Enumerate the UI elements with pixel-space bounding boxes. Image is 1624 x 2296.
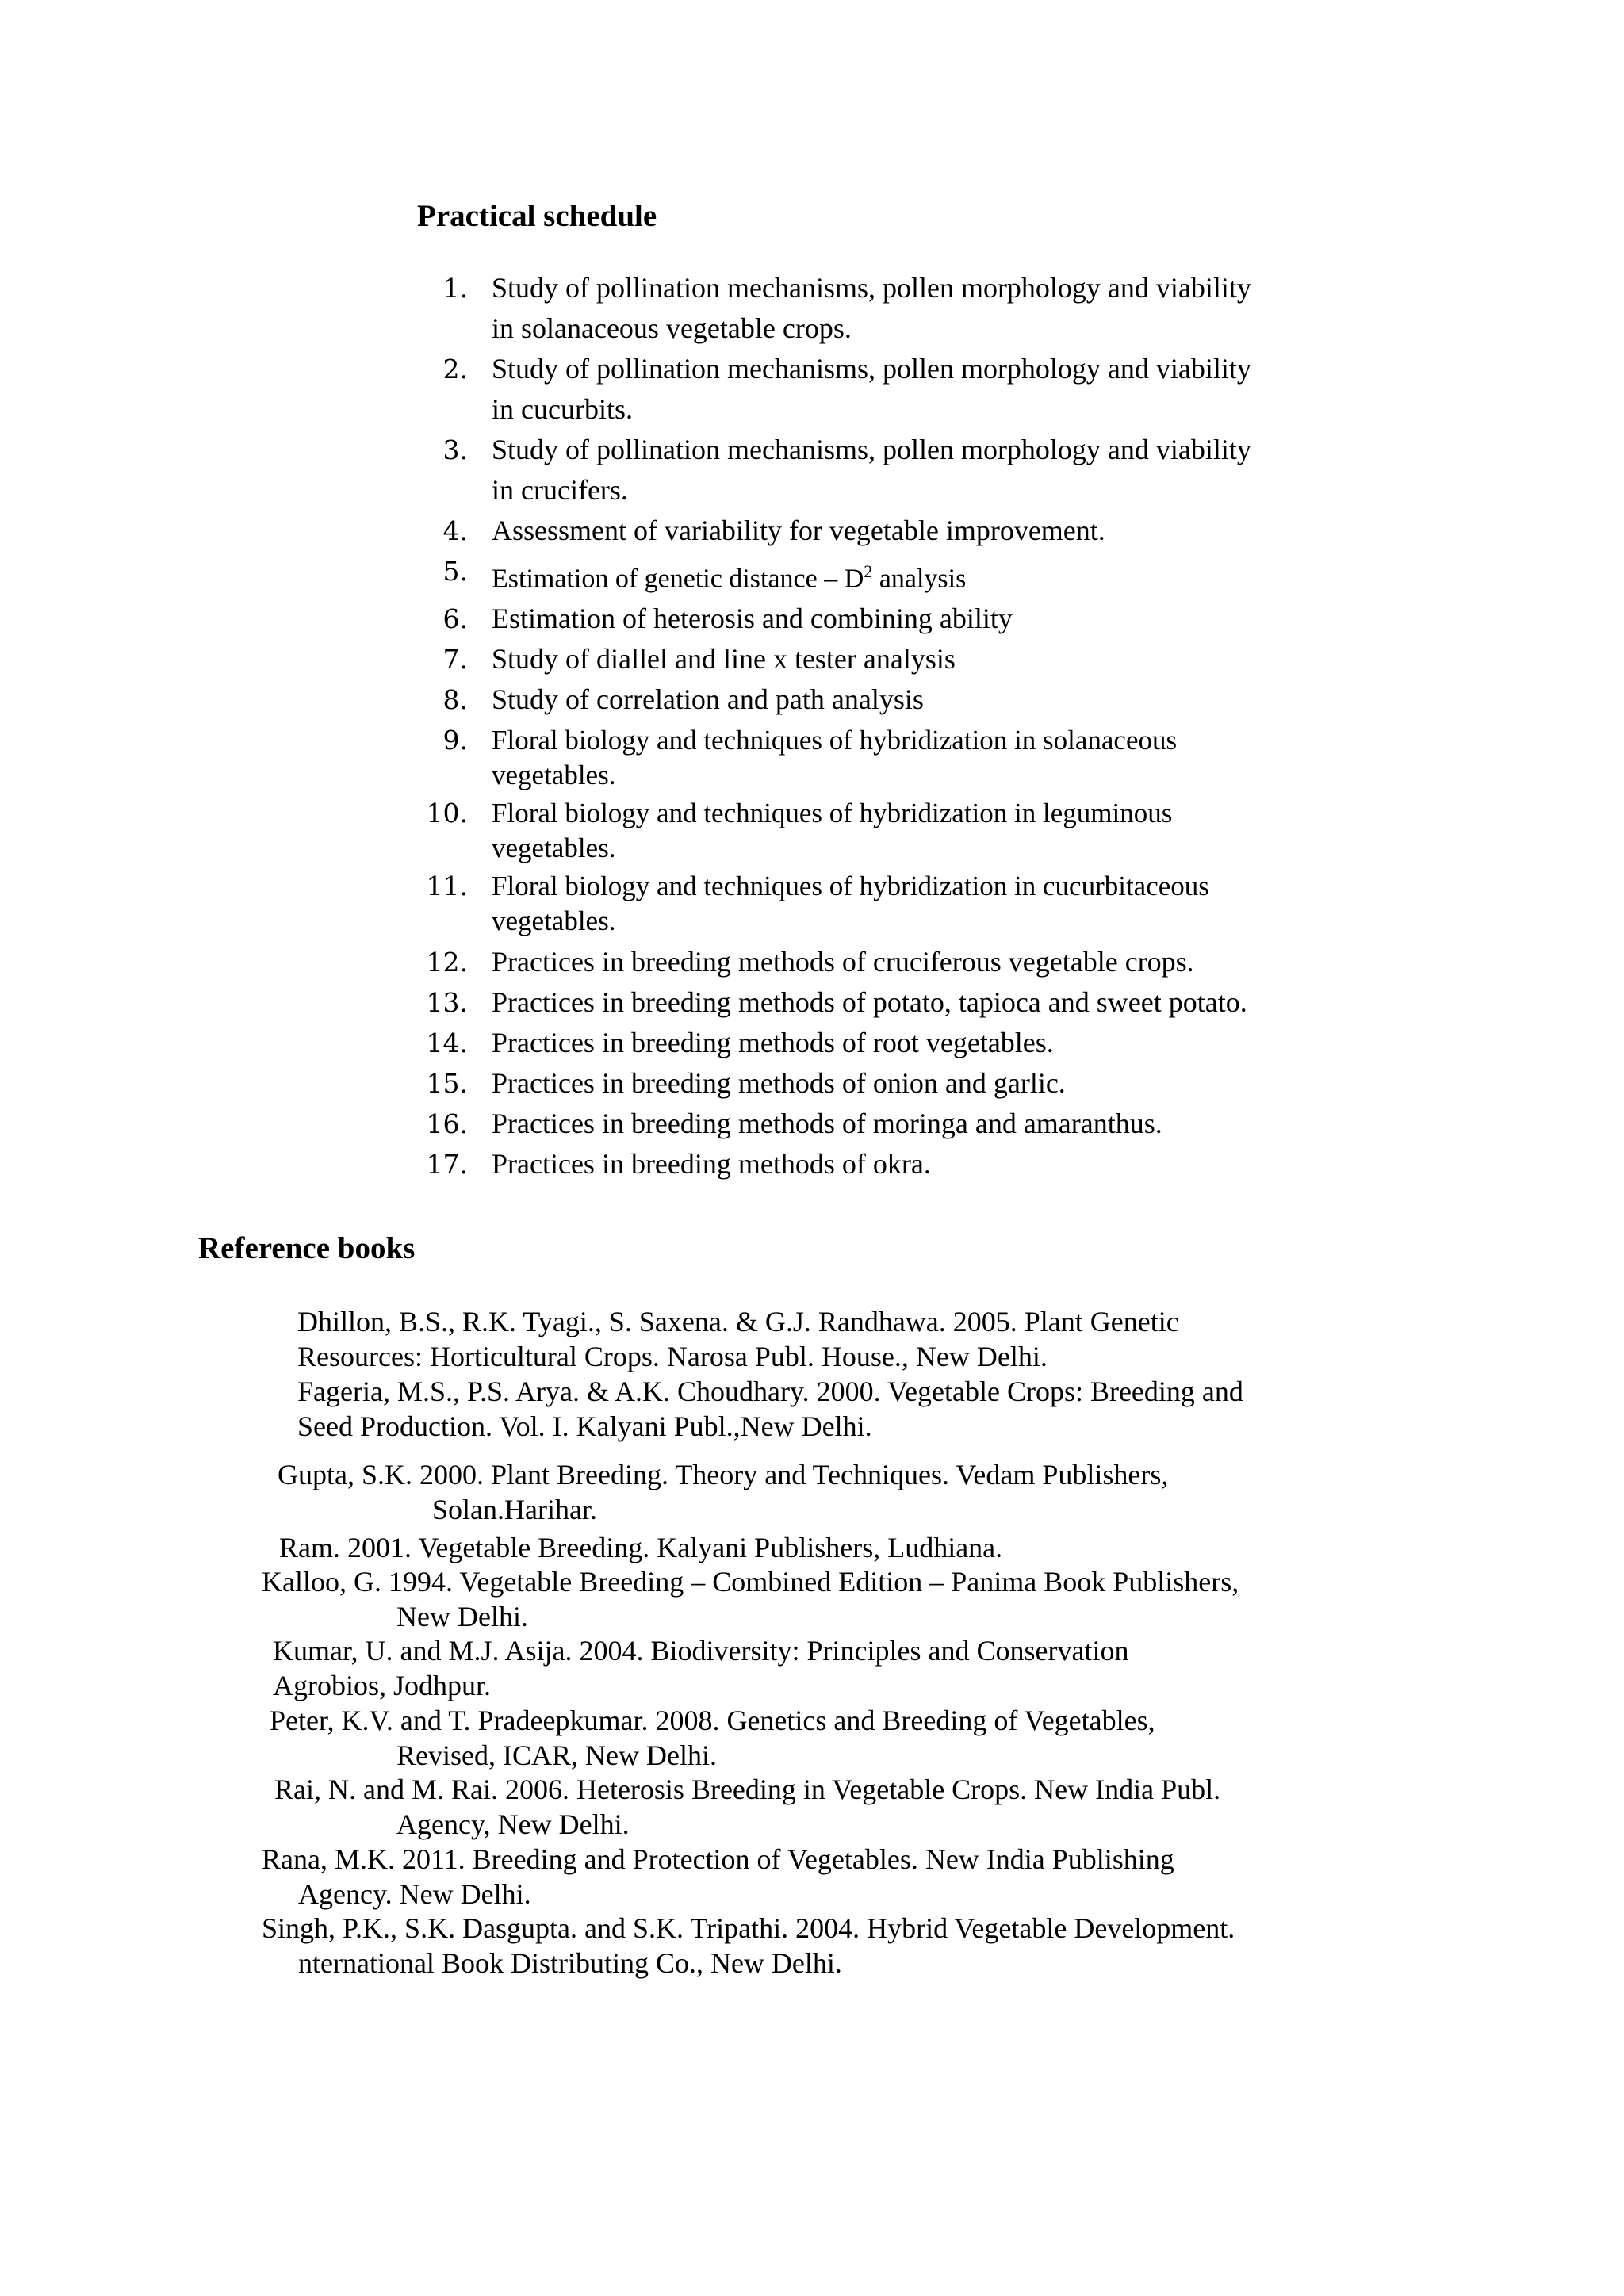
list-item [412,796,1364,866]
reference-entry [279,1530,1358,1565]
item-number: 10. [426,798,468,829]
reference-entry [270,1703,1358,1773]
list-item [412,551,1364,599]
item-number: 17. [426,1149,468,1181]
reference-continuation: Revised, ICAR, New Delhi. [396,1739,717,1771]
list-item [412,599,1364,639]
item-text-line: Study of pollination mechanisms, pollen morphology and viability [492,353,1251,385]
reference-continuation: Agency. New Delhi. [298,1878,531,1910]
reference-continuation: Agrobios, Jodhpur. [273,1670,492,1701]
item-text-line: vegetables. [492,760,616,791]
list-item [412,268,1364,349]
list-item [412,1063,1364,1104]
superscript: 2 [864,561,873,581]
item-number: 12. [426,947,468,978]
list-item [412,679,1364,720]
practical-schedule-list [412,268,1364,1184]
item-text-line: Study of pollination mechanisms, pollen morphology and viability [492,272,1251,304]
list-item [412,430,1364,511]
list-item [412,869,1364,939]
reference-books-heading: Reference books [198,1231,416,1265]
item-number: 3. [442,434,468,465]
reference-entry [274,1772,1358,1842]
item-text-line: in solanaceous vegetable crops. [492,312,852,344]
reference-main: Ram. 2001. Vegetable Breeding. Kalyani Publishers, Ludhiana. [279,1532,1003,1563]
item-text-tail: analysis [872,564,967,594]
reference-continuation: Resources: Horticultural Crops. Narosa Publ. House., New Delhi. [297,1341,1048,1372]
item-number: 4. [442,515,468,546]
item-text-line: Study of diallel and line x tester analysis [492,643,956,675]
item-number: 5. [442,556,468,587]
item-text-line: Study of correlation and path analysis [492,683,924,716]
item-number: 7. [442,644,468,675]
item-text-line [492,551,1364,599]
item-text-line: Practices in breeding methods of cruciferous vegetable crops. [492,946,1194,978]
item-number: 16. [426,1108,468,1140]
reference-entry [262,1911,1358,1980]
reference-continuation: nternational Book Distributing Co., New Delhi. [298,1947,842,1979]
item-number: 11. [426,871,468,902]
list-item [412,982,1364,1023]
list-item [412,1023,1364,1063]
practical-schedule-heading: Practical schedule [417,199,657,233]
item-text-line: Floral biology and techniques of hybridization in cucurbitaceous [492,871,1209,902]
reference-entry [278,1457,1358,1527]
reference-entry [273,1633,1358,1703]
item-text-line: Practices in breeding methods of okra. [492,1148,931,1181]
reference-entry [297,1304,1358,1374]
reference-main: Gupta, S.K. 2000. Plant Breeding. Theory and Techniques. Vedam Publishers, [278,1459,1169,1490]
list-item [412,1144,1364,1184]
reference-continuation: Agency, New Delhi. [396,1808,630,1840]
item-text-line: Practices in breeding methods of moringa and amaranthus. [492,1108,1162,1140]
item-number: 15. [426,1068,468,1100]
list-item [412,639,1364,679]
item-text-line: vegetables. [492,832,616,864]
reference-main: Rana, M.K. 2011. Breeding and Protection of Vegetables. New India Publishing [262,1843,1174,1875]
reference-continuation: Solan.Harihar. [432,1494,597,1525]
reference-entry [262,1842,1358,1911]
reference-main: Rai, N. and M. Rai. 2006. Heterosis Breeding in Vegetable Crops. New India Publ. [274,1774,1221,1805]
item-text-line: Assessment of variability for vegetable improvement. [492,515,1105,546]
list-item [412,1104,1364,1144]
item-text-line: Study of pollination mechanisms, pollen morphology and viability [492,434,1251,465]
item-number: 9. [442,725,468,756]
item-text-line: in cucurbits. [492,393,633,425]
item-text-line: Practices in breeding methods of potato, tapioca and sweet potato. [492,986,1247,1019]
item-text-line: Floral biology and techniques of hybridization in leguminous [492,798,1173,829]
item-number: 8. [442,684,468,716]
list-item [412,723,1364,793]
list-item [412,511,1364,551]
reference-main: Kumar, U. and M.J. Asija. 2004. Biodiversity: Principles and Conservation [273,1635,1129,1667]
item-text-line: Practices in breeding methods of root vegetables. [492,1027,1054,1059]
reference-entry [262,1564,1358,1634]
item-text-line: vegetables. [492,905,616,937]
list-item [412,942,1364,982]
item-text-line: Practices in breeding methods of onion and garlic. [492,1067,1066,1100]
item-text-line: Estimation of heterosis and combining ability [492,603,1013,635]
item-text-line: in crucifers. [492,474,628,506]
item-number: 6. [442,603,468,635]
reference-main: Dhillon, B.S., R.K. Tyagi., S. Saxena. & G.J. Randhawa. 2005. Plant Genetic [297,1306,1179,1337]
list-item [412,349,1364,430]
reference-continuation: New Delhi. [396,1601,528,1632]
reference-entry [297,1374,1358,1444]
reference-main: Fageria, M.S., P.S. Arya. & A.K. Choudhary. 2000. Vegetable Crops: Breeding and [297,1376,1243,1407]
item-number: 14. [426,1027,468,1059]
reference-main: Singh, P.K., S.K. Dasgupta. and S.K. Tripathi. 2004. Hybrid Vegetable Development. [262,1912,1235,1944]
item-number: 1. [442,273,468,304]
item-text: Estimation of genetic distance – D [492,564,864,594]
item-number: 13. [426,987,468,1019]
reference-continuation: Seed Production. Vol. I. Kalyani Publ.,New Delhi. [297,1410,872,1442]
item-number: 2. [442,354,468,385]
reference-main: Kalloo, G. 1994. Vegetable Breeding – Combined Edition – Panima Book Publishers, [262,1566,1239,1598]
item-text-line: Floral biology and techniques of hybridization in solanaceous [492,725,1178,756]
reference-main: Peter, K.V. and T. Pradeepkumar. 2008. Genetics and Breeding of Vegetables, [270,1705,1155,1736]
